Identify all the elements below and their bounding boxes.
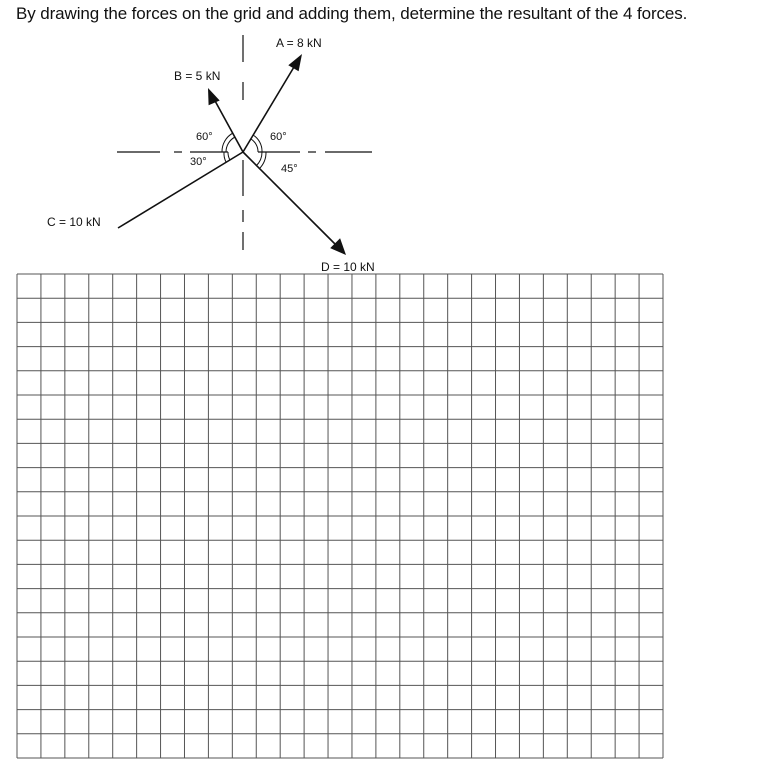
angle-arc-d — [256, 152, 262, 166]
grid-svg[interactable] — [16, 273, 664, 759]
force-c-arrow — [118, 152, 243, 228]
force-b-label: B = 5 kN — [174, 69, 221, 83]
angle-arc-c-inner — [228, 152, 230, 160]
force-b-arrow — [214, 99, 243, 152]
question-text: By drawing the forces on the grid and adding them, determine the resultant of the 4 forces. — [16, 4, 688, 23]
force-c-label: C = 10 kN — [47, 215, 101, 229]
angle-d-label: 45° — [281, 163, 298, 175]
angle-b-label: 60° — [196, 131, 213, 143]
angle-arc-c — [224, 152, 226, 162]
angle-arc-b — [222, 133, 233, 152]
angle-arc-a — [251, 139, 258, 152]
force-d-label: D = 10 kN — [321, 260, 375, 272]
force-a-label: A = 8 kN — [276, 36, 322, 50]
force-a-arrowhead — [288, 54, 302, 71]
force-diagram — [0, 0, 764, 272]
angle-arc-b-inner — [226, 137, 235, 152]
force-b-arrowhead — [208, 88, 220, 105]
angle-a-label: 60° — [270, 131, 287, 143]
drawing-grid[interactable] — [16, 273, 664, 764]
angle-c-label: 30° — [190, 156, 207, 168]
